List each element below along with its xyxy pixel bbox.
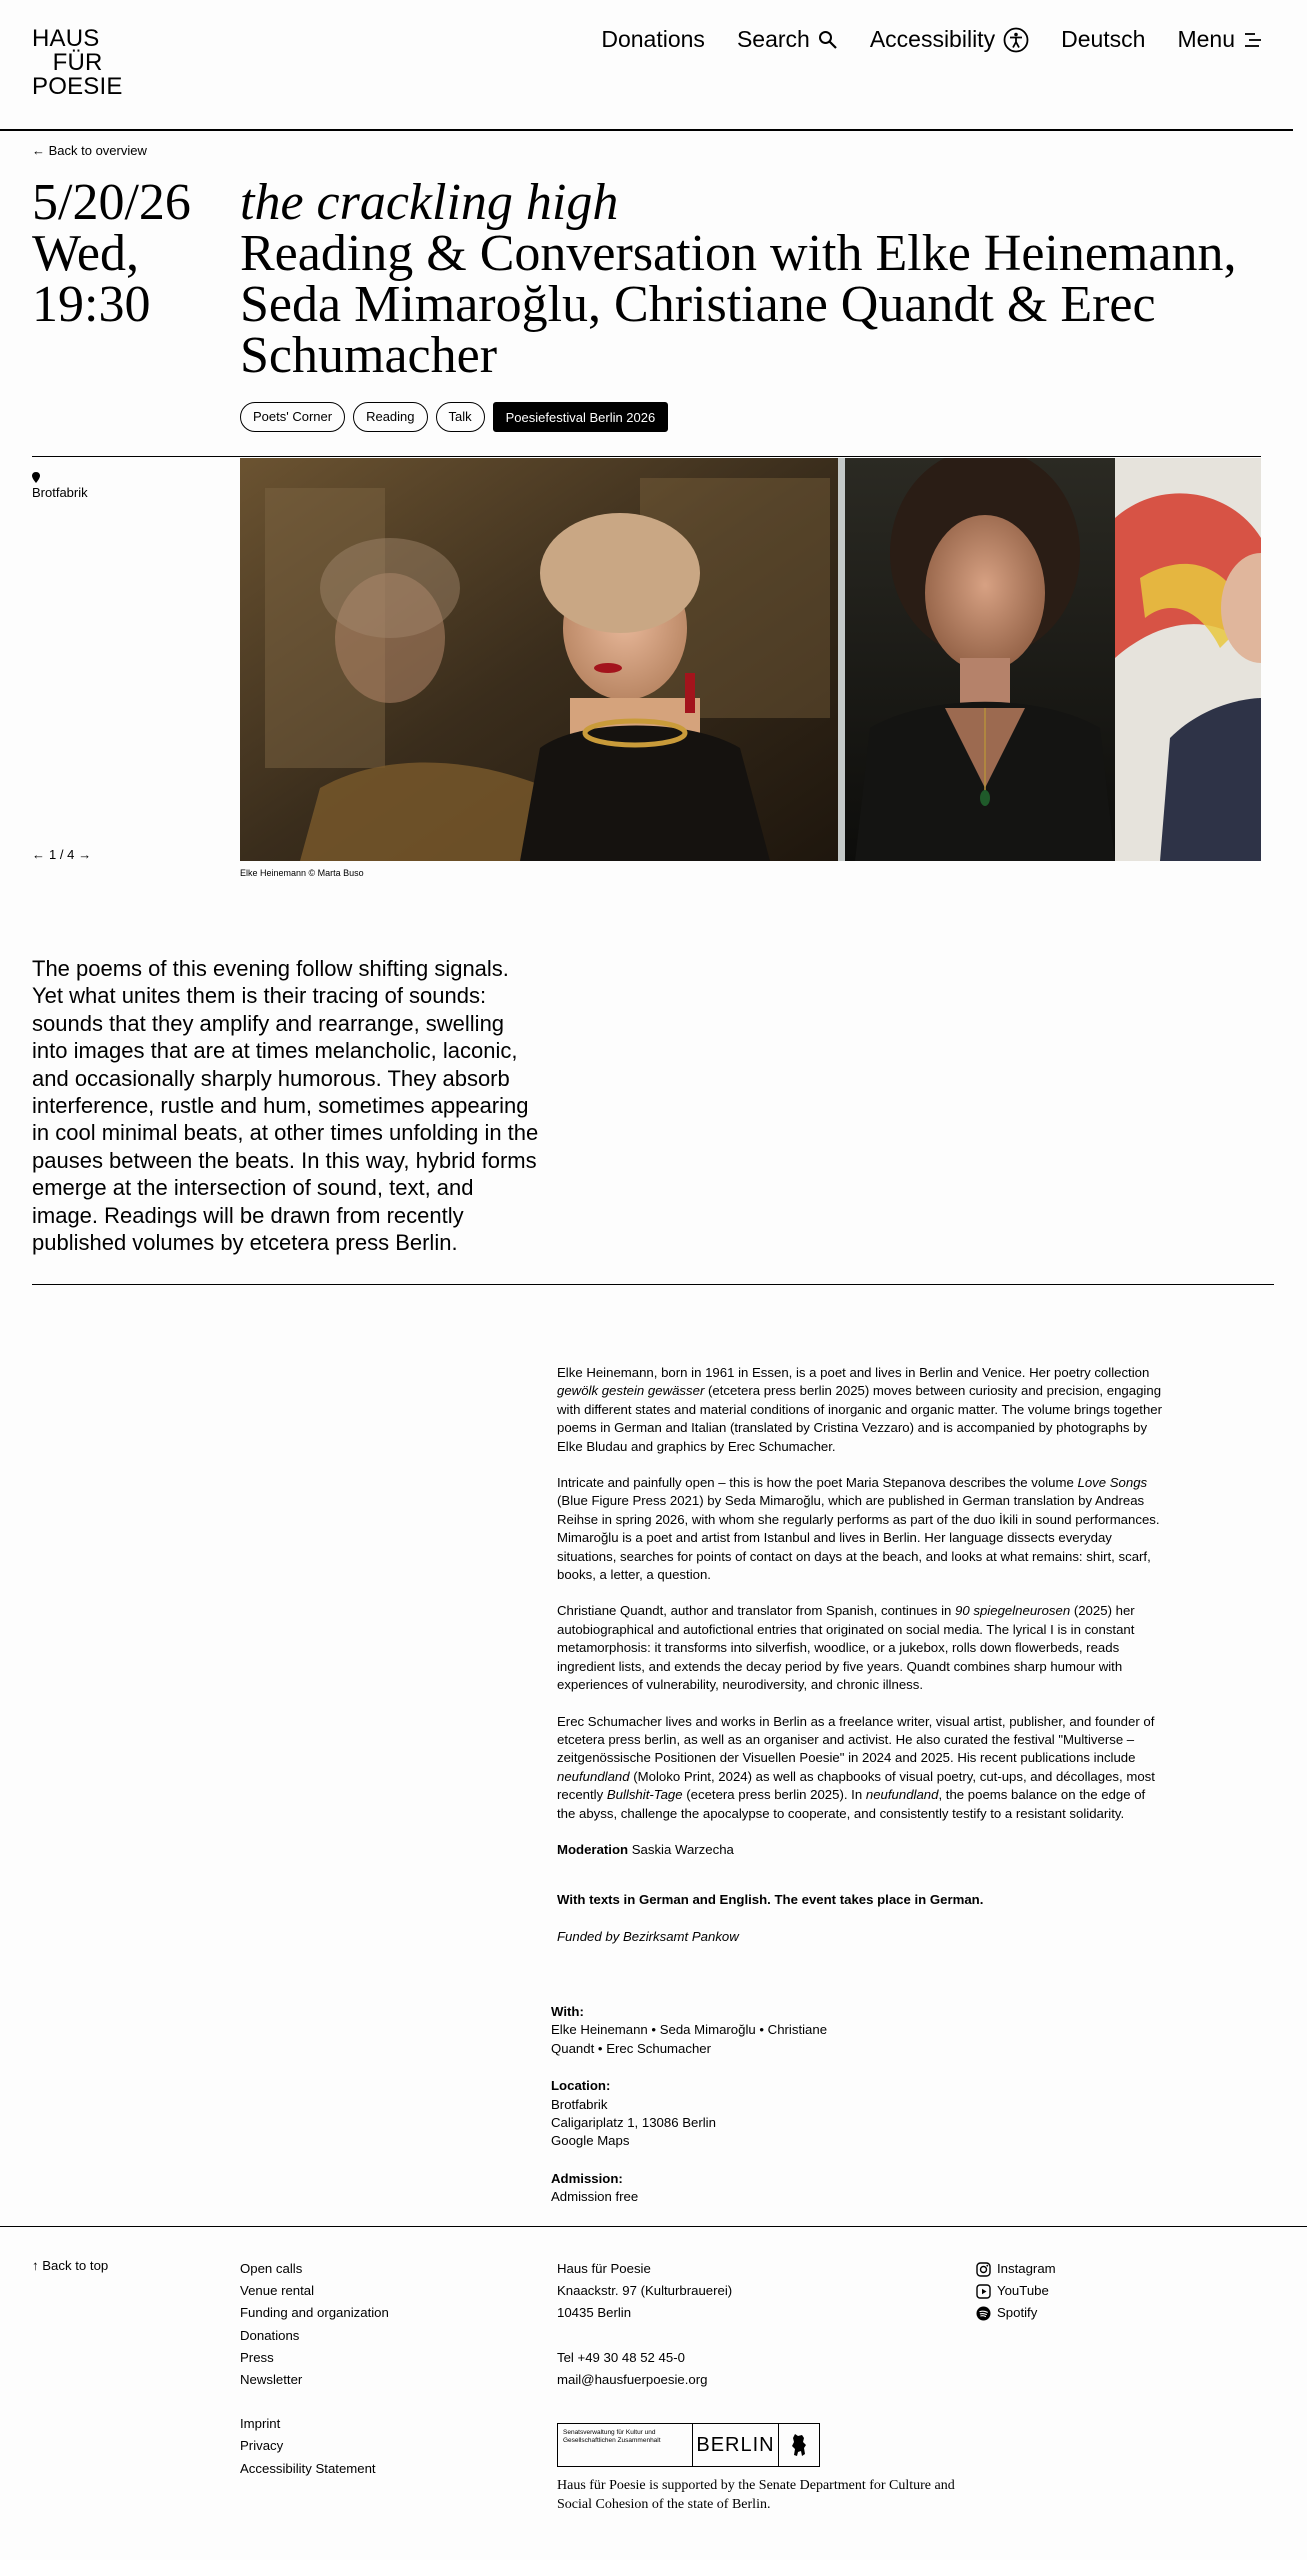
nav-donations[interactable] bbox=[601, 26, 705, 53]
footer-divider bbox=[0, 2226, 1307, 2227]
event-title-block bbox=[240, 174, 1280, 384]
section-divider bbox=[32, 1284, 1274, 1285]
youtube-link[interactable]: YouTube bbox=[976, 2280, 1056, 2302]
senate-logo-text: Senatsverwaltung für Kultur und Gesellschaftlichen Zusammenhalt bbox=[558, 2424, 693, 2466]
event-weekday: Wed, bbox=[32, 225, 139, 282]
gallery-next-button[interactable]: → bbox=[78, 847, 92, 862]
meta-admission: Admission: Admission free bbox=[551, 2170, 871, 2207]
moderation: Moderation Saskia Warzecha bbox=[557, 1841, 734, 1857]
tag-poets-corner[interactable]: Poets' Corner bbox=[240, 402, 345, 432]
bio-seda-mimaroglu: Intricate and painfully open – this is how the poet Maria Stepanova describes the volume Love Songs (Blue Figure Press 2021) by Seda Mimaroğlu, which are published in German translation by Andreas Reihse in spring 2026, with whom she regularly performs as part of the duo İkili in sound performances. Mimaroğlu is a poet and artist from Istanbul and lives in Berlin. Her language dissects everyday situations, searches for points of contact on days at the beach, and looks at what remains: shirt, scarf, books, a letter, a question. bbox=[557, 1475, 1160, 1583]
bio-elke-heinemann: Elke Heinemann, born in 1961 in Essen, is a poet and lives in Berlin and Venice. Her poetry collection gewölk gestein gewässer (etcetera press berlin 2025) moves between curiosity and precision, engaging with different states and material conditions of inorganic and organic matter. The volume brings together poems in German and Italian (translated by Cristina Vezzaro) and is accompanied by photographs by Elke Bludau and graphics by Erec Schumacher. bbox=[557, 1365, 1163, 1454]
photo-elke-heinemann bbox=[240, 458, 845, 861]
footer-email-link[interactable]: mail@hausfuerpoesie.org bbox=[557, 2371, 708, 2387]
footer-link-imprint[interactable]: Imprint bbox=[240, 2416, 281, 2432]
nav-language-label: Deutsch bbox=[1061, 26, 1146, 52]
bio-erec-schumacher: Erec Schumacher lives and works in Berlin as a freelance writer, visual artist, publisher, and founder of etcetera press berlin, as well as an organiser and activist. He also curated the festival "Multiverse – zeitgenössische Positionen der Visuellen Poesie" in 2024 and 2025. His recent publications include neufundland (Moloko Print, 2024) as well as chapbooks of visual poetry, cut-ups, and décollages, most recently Bullshit-Tage (ecetera press berlin 2025). In neufundland, the poems balance on the edge of the abyss, challenge the apocalypse to cooperate, and consistently testify to a resistant solidarity. bbox=[557, 1713, 1155, 1821]
footer-links bbox=[240, 2258, 389, 2480]
nav-search[interactable] bbox=[737, 26, 838, 53]
event-tags bbox=[240, 402, 668, 432]
instagram-link[interactable]: Instagram bbox=[976, 2258, 1056, 2280]
nav-accessibility[interactable] bbox=[870, 26, 1029, 53]
logo-line: HAUS bbox=[32, 25, 100, 52]
footer-link-privacy[interactable]: Privacy bbox=[240, 2438, 284, 2454]
footer-link-accessibility[interactable]: Accessibility Statement bbox=[240, 2460, 376, 2476]
spotify-link[interactable]: Spotify bbox=[976, 2302, 1056, 2324]
languages-note: With texts in German and English. The event takes place in German. bbox=[557, 1892, 984, 1908]
logo-line: FÜR bbox=[32, 49, 103, 76]
event-date bbox=[32, 174, 191, 333]
photo-caption: Elke Heinemann © Marta Buso bbox=[240, 868, 364, 878]
nav-menu[interactable] bbox=[1177, 26, 1263, 53]
footer-social bbox=[976, 2258, 1056, 2325]
event-subtitle: the crackling high bbox=[240, 174, 619, 231]
senate-logo bbox=[557, 2423, 820, 2467]
google-maps-link[interactable]: Google Maps bbox=[551, 2133, 630, 2149]
event-date-line: 5/20/26 bbox=[32, 174, 191, 231]
menu-icon bbox=[1243, 31, 1263, 49]
footer-link-venue-rental[interactable]: Venue rental bbox=[240, 2283, 315, 2299]
nav-accessibility-label: Accessibility bbox=[869, 26, 996, 52]
nav-donations-label: Donations bbox=[601, 26, 705, 52]
footer-support-note: Haus für Poesie is supported by the Senate Department for Culture and Social Cohesion of the state of Berlin. bbox=[557, 2478, 955, 2512]
nav-search-label: Search bbox=[736, 26, 810, 52]
instagram-icon bbox=[976, 2262, 991, 2277]
footer-street: Knaackstr. 97 (Kulturbrauerei) bbox=[557, 2283, 733, 2299]
meta-location-name: Brotfabrik bbox=[551, 2096, 608, 2112]
tag-reading[interactable]: Reading bbox=[353, 402, 427, 432]
meta-location-address: Caligariplatz 1, 13086 Berlin bbox=[551, 2115, 716, 2131]
search-icon bbox=[818, 30, 838, 50]
meta-with: With: Elke Heinemann • Seda Mimaroğlu • Christiane Quandt • Erec Schumacher bbox=[551, 2003, 871, 2058]
back-to-top-link[interactable]: ↑ Back to top bbox=[32, 2258, 109, 2273]
footer-link-donations[interactable]: Donations bbox=[240, 2327, 300, 2343]
gallery-images bbox=[240, 458, 1261, 861]
meta-location: Location: Brotfabrik Caligariplatz 1, 13086 Berlin Google Maps bbox=[551, 2077, 871, 2151]
spotify-icon bbox=[976, 2306, 991, 2321]
event-location-short bbox=[32, 472, 88, 500]
footer-address bbox=[557, 2258, 732, 2391]
photo-christiane-quandt bbox=[1115, 458, 1261, 861]
footer-link-press[interactable]: Press bbox=[240, 2349, 274, 2365]
youtube-icon bbox=[976, 2284, 991, 2299]
tag-talk[interactable]: Talk bbox=[436, 402, 485, 432]
footer-link-funding[interactable]: Funding and organization bbox=[240, 2305, 389, 2321]
gallery-pager-label: 1 / 4 bbox=[49, 847, 75, 862]
footer-phone-link[interactable]: Tel +49 30 48 52 45-0 bbox=[557, 2349, 685, 2365]
footer-link-open-calls[interactable]: Open calls bbox=[240, 2261, 303, 2276]
bio-christiane-quandt: Christiane Quandt, author and translator from Spanish, continues in 90 spiegelneurosen (2025) her autobiographical and autofictional entries that originated on social media. The lyrical I is in constant metamorphosis: it transforms into silverfish, woodlice, or a jukebox, rolls down flowerbeds, reads ingredient lists, and extends the decay period by five years. Quandt combines sharp humour with experiences of vulnerability, neurodiversity, and chronic illness. bbox=[557, 1603, 1135, 1693]
footer-org-name: Haus für Poesie bbox=[557, 2261, 651, 2276]
event-description bbox=[557, 1364, 1167, 1964]
event-time: 19:30 bbox=[32, 276, 151, 333]
tag-festival[interactable]: Poesiefestival Berlin 2026 bbox=[493, 402, 669, 432]
senate-logo-berlin: BERLIN bbox=[693, 2424, 779, 2466]
footer-link-newsletter[interactable]: Newsletter bbox=[240, 2372, 303, 2388]
meta-admission-value: Admission free bbox=[551, 2189, 639, 2205]
gallery-pager bbox=[32, 847, 91, 862]
footer-city: 10435 Berlin bbox=[557, 2305, 632, 2321]
location-pin-icon bbox=[32, 472, 40, 483]
back-to-overview-link[interactable]: ← Back to overview bbox=[32, 143, 147, 158]
meta-with-value: Elke Heinemann • Seda Mimaroğlu • Christiane Quandt • Erec Schumacher bbox=[551, 2022, 828, 2056]
logo-line: POESIE bbox=[32, 73, 123, 100]
section-divider bbox=[32, 456, 1261, 457]
event-intro: The poems of this evening follow shifting signals. Yet what unites them is their tracing of sounds: sounds that they amplify and rearrange, swelling into images that are at times melancholic, laconic, and occasionally sharply humorous. They absorb interference, rustle and hum, sometimes appearing in cool minimal beats, at other times unfolding in the pauses between the beats. In this way, hybrid forms emerge at the intersection of sound, text, and image. Readings will be drawn from recently published volumes by etcetera press Berlin. bbox=[32, 956, 539, 1256]
location-short-label: Brotfabrik bbox=[32, 485, 88, 500]
photo-seda-mimaroglu bbox=[845, 458, 1115, 861]
nav-language[interactable] bbox=[1061, 26, 1145, 53]
event-meta bbox=[551, 2003, 871, 2226]
event-title: Reading & Conversation with Elke Heinemann, Seda Mimaroğlu, Christiane Quandt & Erec Schumacher bbox=[240, 225, 1237, 384]
accessibility-icon bbox=[1003, 27, 1029, 53]
funding-note: Funded by Bezirksamt Pankow bbox=[557, 1928, 739, 1944]
gallery-prev-button[interactable]: ← bbox=[32, 847, 45, 862]
header-divider bbox=[0, 129, 1293, 131]
berlin-bear-icon bbox=[779, 2424, 819, 2466]
nav-menu-label: Menu bbox=[1177, 26, 1235, 52]
site-logo[interactable] bbox=[32, 27, 123, 99]
main-nav bbox=[601, 26, 1263, 53]
photo-gallery[interactable] bbox=[240, 458, 1261, 861]
